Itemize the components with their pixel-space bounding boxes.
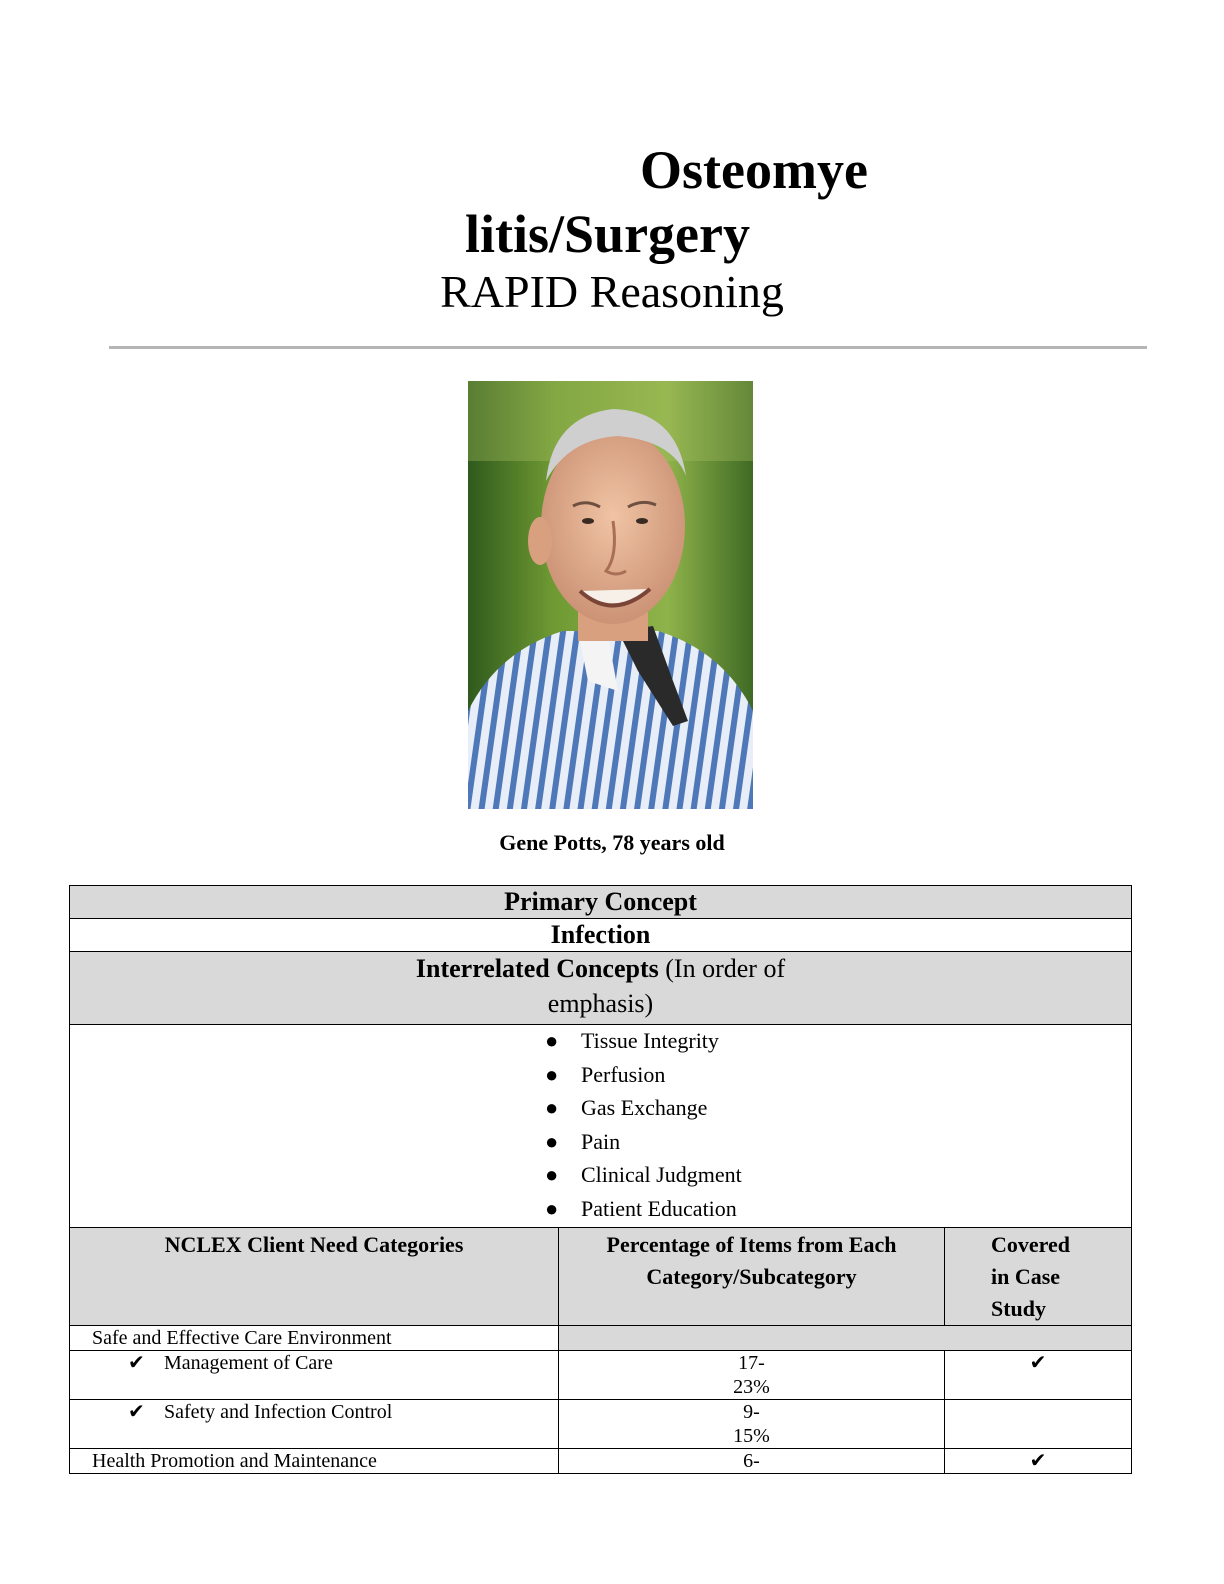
- table-row-category-blank: [559, 1325, 1132, 1350]
- interrelated-label: Interrelated Concepts: [415, 954, 659, 983]
- list-item: ● Pain: [545, 1126, 1131, 1160]
- horizontal-divider: [109, 346, 1147, 349]
- percentage-cell: 17- 23%: [559, 1350, 945, 1399]
- percentage-cell: 6-: [559, 1448, 945, 1473]
- header-covered: Covered in Case Study: [945, 1227, 1132, 1325]
- subtitle: RAPID Reasoning: [440, 266, 784, 317]
- title-line-2: litis/Surgery: [465, 204, 750, 264]
- patient-photo: [468, 381, 753, 809]
- list-item: ● Perfusion: [545, 1059, 1131, 1093]
- check-icon: ✔: [128, 1351, 145, 1374]
- list-item: ● Gas Exchange: [545, 1092, 1131, 1126]
- bullet-icon: ●: [545, 1128, 559, 1154]
- covered-cell: [945, 1399, 1132, 1448]
- primary-concept-header: Primary Concept: [70, 886, 1132, 919]
- table-row-subcategory: ✔ Management of Care: [70, 1350, 559, 1399]
- covered-check-icon: ✔: [945, 1448, 1132, 1473]
- primary-concept-value: Infection: [70, 919, 1132, 952]
- interrelated-concepts-header: [70, 952, 1132, 1025]
- bullet-icon: ●: [545, 1028, 559, 1053]
- title-line-1: Osteomye: [640, 140, 868, 200]
- list-item: ● Clinical Judgment: [545, 1159, 1131, 1193]
- bullet-icon: ●: [545, 1095, 559, 1121]
- header-client-need: NCLEX Client Need Categories: [70, 1227, 559, 1325]
- interrelated-concepts-list-cell: [70, 1025, 1132, 1228]
- interrelated-note-1: (In order of: [665, 954, 786, 983]
- interrelated-concepts-list: [70, 1025, 1131, 1227]
- bullet-icon: ●: [545, 1061, 559, 1087]
- table-row-subcategory: ✔ Safety and Infection Control: [70, 1399, 559, 1448]
- concepts-table: [69, 885, 1131, 1474]
- header-percentage: Percentage of Items from Each Category/Subcategory: [559, 1227, 945, 1325]
- table-row-category: Health Promotion and Maintenance: [70, 1448, 559, 1473]
- bullet-icon: ●: [545, 1195, 559, 1221]
- list-item: ● Tissue Integrity: [545, 1025, 1131, 1059]
- list-item: ● Patient Education: [545, 1193, 1131, 1227]
- interrelated-note-2: emphasis): [547, 989, 654, 1018]
- patient-caption: Gene Potts, 78 years old: [499, 830, 725, 855]
- table-row-category: Safe and Effective Care Environment: [70, 1325, 559, 1350]
- bullet-icon: ●: [545, 1162, 559, 1188]
- percentage-cell: 9- 15%: [559, 1399, 945, 1448]
- covered-check-icon: ✔: [945, 1350, 1132, 1399]
- check-icon: ✔: [128, 1400, 145, 1423]
